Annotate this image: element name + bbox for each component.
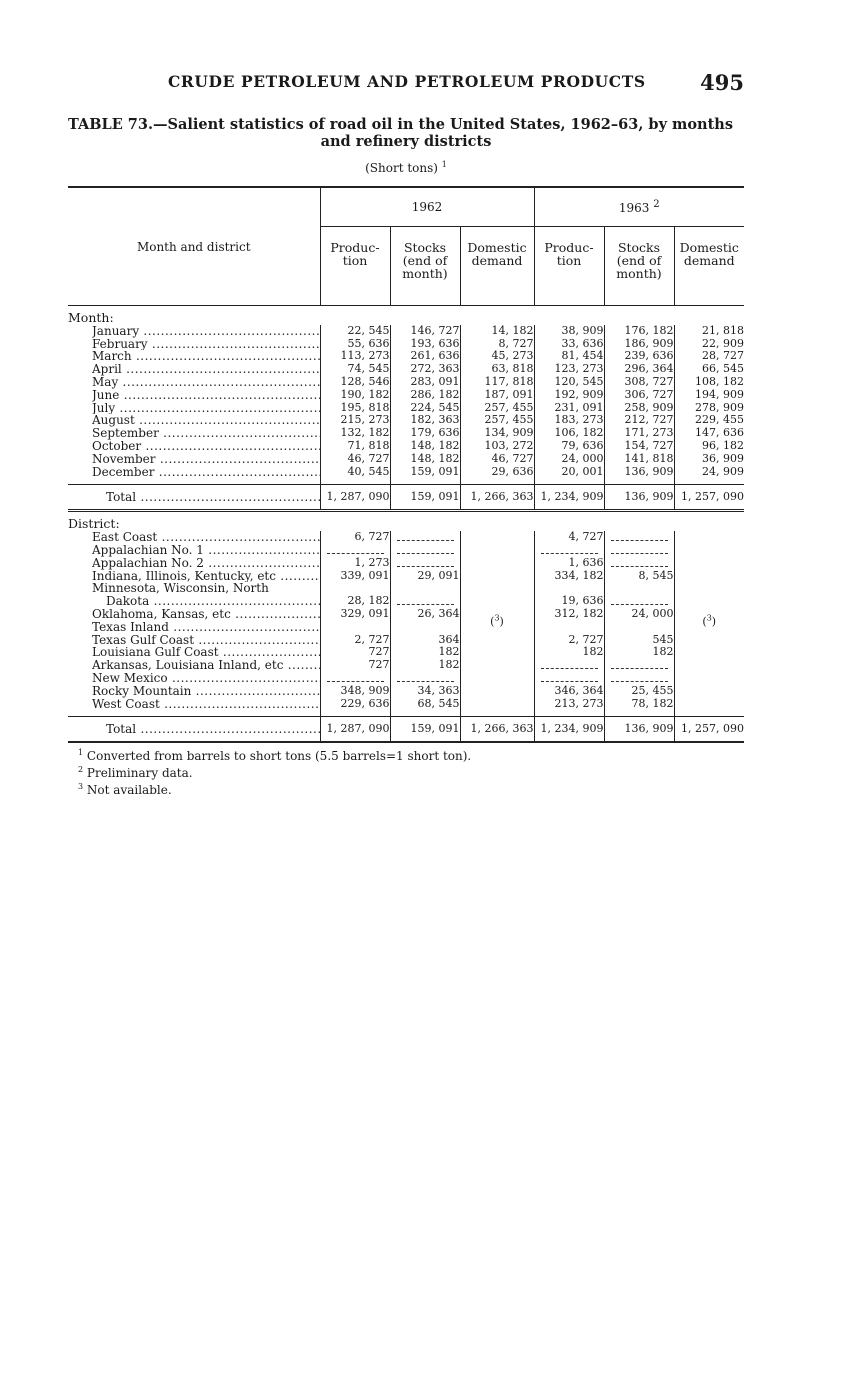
table-cell: 183, 273 (534, 414, 604, 427)
table-cell: 154, 727 (604, 440, 674, 453)
row-label (68, 557, 320, 570)
table-cell: 24, 909 (674, 466, 744, 479)
not-available-mark: ($^3$) (702, 613, 717, 629)
row-label (68, 698, 320, 711)
column-header-line: Produc- (330, 240, 380, 255)
table-cell: 4, 727 (534, 531, 604, 544)
table-cell: 179, 636 (390, 427, 460, 440)
row-label (68, 544, 320, 557)
column-header-line: tion (342, 253, 368, 268)
units-text: (Short tons) (365, 161, 438, 175)
total-cell: 1, 257, 090 (674, 717, 744, 743)
row-label-text: September ..... (92, 427, 320, 440)
table-cell: 21, 818 (674, 325, 744, 338)
table-cell: 182 (534, 646, 604, 659)
row-label (68, 440, 320, 453)
table-title-line-1: TABLE 73.—Salient statistics of road oil in the United States, 1962–63, by months (68, 116, 733, 133)
table-cell: 229, 455 (674, 414, 744, 427)
table-cell: 63, 818 (460, 363, 534, 376)
not-available-1963 (674, 531, 744, 710)
row-label (68, 570, 320, 583)
table-cell: 24, 000 (534, 453, 604, 466)
table-cell: 141, 818 (604, 453, 674, 466)
total-cell: 1, 266, 363 (460, 485, 534, 511)
total-cell: 159, 091 (390, 717, 460, 743)
table-cell (534, 672, 604, 685)
table-cell: 182, 363 (390, 414, 460, 427)
table-cell: 348, 909 (320, 685, 390, 698)
total-cell: 1, 287, 090 (320, 717, 390, 743)
table-cell: 195, 818 (320, 402, 390, 415)
table-cell: 81, 454 (534, 350, 604, 363)
column-header-production-1962 (320, 227, 390, 306)
table-cell: 146, 727 (390, 325, 460, 338)
total-cell: 1, 266, 363 (460, 717, 534, 743)
month-total-row (68, 485, 744, 511)
table-cell (604, 659, 674, 672)
table-cell (390, 672, 460, 685)
table-cell: 346, 364 (534, 685, 604, 698)
row-label-text: May ..... (92, 376, 320, 389)
table-row (68, 659, 744, 672)
table-row (68, 544, 744, 557)
table-cell: 182 (604, 646, 674, 659)
row-label (68, 402, 320, 415)
footnote-text: Not available. (86, 783, 172, 797)
table-title-line-2: and refinery districts (320, 133, 492, 150)
table-cell: 182 (390, 659, 460, 672)
footnotes (78, 746, 471, 797)
row-label-text: Minnesota, Wisconsin, North (92, 582, 269, 596)
table-title (68, 116, 744, 150)
row-label-text: Texas Inland ..... (92, 621, 320, 634)
column-header-line: month) (402, 266, 448, 281)
table-cell (320, 544, 390, 557)
table-cell: 29, 091 (390, 570, 460, 583)
total-cell: 159, 091 (390, 485, 460, 511)
table-cell: 71, 818 (320, 440, 390, 453)
table-cell: 187, 091 (460, 389, 534, 402)
table-cell (390, 621, 460, 634)
row-label (68, 427, 320, 440)
footnote-text: Preliminary data. (86, 766, 193, 780)
table-cell: 22, 545 (320, 325, 390, 338)
row-label (68, 376, 320, 389)
row-label-text: Arkansas, Louisiana Inland, etc ..... (92, 659, 320, 672)
row-label-text: February ..... (92, 338, 320, 351)
total-cell: 1, 287, 090 (320, 485, 390, 511)
column-header-line: Stocks (403, 240, 447, 255)
table-cell: 26, 364 (390, 608, 460, 621)
table-cell: 74, 545 (320, 363, 390, 376)
table-cell: 8, 545 (604, 570, 674, 583)
table-cell (534, 621, 604, 634)
section-month-label: Month: (68, 310, 114, 325)
table-cell: 46, 727 (320, 453, 390, 466)
table-row (68, 557, 744, 570)
table-cell: 22, 909 (674, 338, 744, 351)
total-cell: 1, 234, 909 (534, 485, 604, 511)
table-cell (390, 595, 460, 608)
table-cell (390, 557, 460, 570)
table-cell: 28, 182 (320, 595, 390, 608)
table-cell: 1, 273 (320, 557, 390, 570)
row-label (68, 672, 320, 685)
table-cell: 147, 636 (674, 427, 744, 440)
row-label (68, 325, 320, 338)
row-label (68, 646, 320, 659)
table-cell: 34, 363 (390, 685, 460, 698)
table-row (68, 531, 744, 544)
table-cell: 38, 909 (534, 325, 604, 338)
row-label (68, 582, 320, 595)
column-header-demand-1962 (460, 227, 534, 306)
footnote-mark: 1 (78, 748, 84, 757)
row-label (68, 485, 320, 511)
table-cell: 128, 546 (320, 376, 390, 389)
row-label (68, 608, 320, 621)
table-cell: 283, 091 (390, 376, 460, 389)
row-label-text: January ..... (92, 325, 320, 338)
row-label-text: Appalachian No. 1 ..... (92, 544, 320, 557)
column-header-line: (end of (616, 253, 662, 268)
year-1962-header: 1962 (320, 188, 534, 227)
table-cell: 257, 455 (460, 414, 534, 427)
row-label (68, 685, 320, 698)
table-row (68, 570, 744, 583)
table-row (68, 582, 744, 595)
table-cell: 286, 182 (390, 389, 460, 402)
month-rows (68, 325, 744, 479)
column-header-line: demand (683, 253, 735, 268)
table-row (68, 466, 744, 479)
row-label-text: December ..... (92, 466, 320, 479)
row-label-text: Oklahoma, Kansas, etc ..... (92, 608, 320, 621)
total-cell: 136, 909 (604, 485, 674, 511)
table-cell: 132, 182 (320, 427, 390, 440)
footnote-1 (78, 746, 471, 763)
footnote-mark: 3 (78, 782, 84, 791)
table-cell (534, 659, 604, 672)
footnote-text: Converted from barrels to short tons (5.5 barrels=1 short ton). (86, 749, 472, 763)
table-cell: 239, 636 (604, 350, 674, 363)
table-row (68, 634, 744, 647)
column-header-line: Stocks (617, 240, 661, 255)
table-row (68, 621, 744, 634)
row-label-text: March ..... (92, 350, 320, 363)
table-row (68, 685, 744, 698)
table-cell: 171, 273 (604, 427, 674, 440)
table-cell: 36, 909 (674, 453, 744, 466)
table-cell (390, 582, 460, 595)
row-label (68, 453, 320, 466)
table-cell: 55, 636 (320, 338, 390, 351)
table-cell (604, 544, 674, 557)
table-cell: 103, 272 (460, 440, 534, 453)
table-cell: 24, 000 (604, 608, 674, 621)
row-label-text: Dakota ..... (106, 595, 320, 608)
table-cell: 25, 455 (604, 685, 674, 698)
row-label (68, 363, 320, 376)
section-district-label: District: (68, 516, 120, 532)
table-cell: 2, 727 (534, 634, 604, 647)
row-label (68, 595, 320, 608)
footnote-3 (78, 780, 471, 797)
row-label-text: August ..... (92, 414, 320, 427)
table-cell: 258, 909 (604, 402, 674, 415)
not-available-1962 (460, 531, 534, 710)
table-cell: 192, 909 (534, 389, 604, 402)
row-label-text: Rocky Mountain ..... (92, 685, 320, 698)
table-row (68, 325, 744, 338)
row-label (68, 531, 320, 544)
table-cell (320, 672, 390, 685)
table-row (68, 376, 744, 389)
column-header-line: Domestic (467, 240, 527, 255)
table-units (68, 160, 744, 175)
footnote-2 (78, 763, 471, 780)
table-cell: 212, 727 (604, 414, 674, 427)
not-available-mark: ($^3$) (490, 613, 504, 629)
table-row (68, 440, 744, 453)
table-cell: 278, 909 (674, 402, 744, 415)
row-label-text: Texas Gulf Coast ..... (92, 634, 320, 647)
table-row (68, 595, 744, 608)
table-cell: 106, 182 (534, 427, 604, 440)
table-cell: 2, 727 (320, 634, 390, 647)
table-cell: 272, 363 (390, 363, 460, 376)
table-cell: 1, 636 (534, 557, 604, 570)
table-cell: 45, 273 (460, 350, 534, 363)
row-label-text: Appalachian No. 2 ..... (92, 557, 320, 570)
table-cell: 6, 727 (320, 531, 390, 544)
table-cell: 29, 636 (460, 466, 534, 479)
table-cell (390, 544, 460, 557)
row-label (68, 717, 320, 743)
column-header-line: Domestic (679, 240, 739, 255)
row-label (68, 621, 320, 634)
table-cell: 334, 182 (534, 570, 604, 583)
row-label-text: April ..... (92, 363, 320, 376)
table-cell (604, 582, 674, 595)
row-label-text: October ..... (92, 440, 320, 453)
table-cell: 96, 182 (674, 440, 744, 453)
table-cell: 20, 001 (534, 466, 604, 479)
column-header-line: month) (616, 266, 662, 281)
table-cell: 186, 909 (604, 338, 674, 351)
table-cell: 78, 182 (604, 698, 674, 711)
table-cell: 108, 182 (674, 376, 744, 389)
total-cell: 136, 909 (604, 717, 674, 743)
table-cell: 224, 545 (390, 402, 460, 415)
row-label-text: New Mexico ..... (92, 672, 320, 685)
footnote-mark: 2 (78, 765, 84, 774)
table-cell: 727 (320, 646, 390, 659)
table-cell (604, 595, 674, 608)
table-cell: 339, 091 (320, 570, 390, 583)
table-cell: 306, 727 (604, 389, 674, 402)
table-cell: 148, 182 (390, 453, 460, 466)
column-header-line: Produc- (544, 240, 594, 255)
table-cell: 213, 273 (534, 698, 604, 711)
table-cell: 308, 727 (604, 376, 674, 389)
table-cell: 190, 182 (320, 389, 390, 402)
table-cell: 33, 636 (534, 338, 604, 351)
row-label (68, 338, 320, 351)
table-cell (320, 621, 390, 634)
table-cell: 312, 182 (534, 608, 604, 621)
column-header-demand-1963 (674, 227, 744, 306)
table-cell (604, 672, 674, 685)
row-label (68, 389, 320, 402)
row-label (68, 414, 320, 427)
table-cell: 159, 091 (390, 466, 460, 479)
table-cell: 120, 545 (534, 376, 604, 389)
district-total-row (68, 717, 744, 743)
units-footnote-mark: 1 (441, 160, 447, 169)
table-cell: 66, 545 (674, 363, 744, 376)
table-cell: 117, 818 (460, 376, 534, 389)
total-cell: 1, 257, 090 (674, 485, 744, 511)
table-cell: 193, 636 (390, 338, 460, 351)
column-header-stocks-1963 (604, 227, 674, 306)
table-cell: 194, 909 (674, 389, 744, 402)
table-cell: 19, 636 (534, 595, 604, 608)
table-cell: 257, 455 (460, 402, 534, 415)
row-label-text: July ..... (92, 402, 320, 415)
column-header-line: (end of (402, 253, 448, 268)
table-cell (534, 544, 604, 557)
table-cell: 14, 182 (460, 325, 534, 338)
table-cell: 176, 182 (604, 325, 674, 338)
table-cell: 261, 636 (390, 350, 460, 363)
table-cell: 134, 909 (460, 427, 534, 440)
table-cell: 136, 909 (604, 466, 674, 479)
row-label-text: Indiana, Illinois, Kentucky, etc ..... (92, 570, 320, 583)
column-header-line: tion (556, 253, 582, 268)
column-header-production-1963 (534, 227, 604, 306)
table-cell: 231, 091 (534, 402, 604, 415)
row-label (68, 350, 320, 363)
table-row (68, 698, 744, 711)
table-cell: 727 (320, 659, 390, 672)
table-cell: 215, 273 (320, 414, 390, 427)
table-cell: 8, 727 (460, 338, 534, 351)
district-rows (68, 531, 744, 710)
table-cell: 148, 182 (390, 440, 460, 453)
table-cell: 364 (390, 634, 460, 647)
row-label (68, 466, 320, 479)
row-label-text: West Coast ..... (92, 698, 320, 711)
table-cell (604, 557, 674, 570)
table-row (68, 453, 744, 466)
table-cell (390, 531, 460, 544)
table-cell: 123, 273 (534, 363, 604, 376)
road-oil-statistics-table (68, 186, 744, 743)
table-cell: 68, 545 (390, 698, 460, 711)
total-cell: 1, 234, 909 (534, 717, 604, 743)
table-row (68, 646, 744, 659)
year-1963-header: 1963 $^2$ (534, 188, 744, 227)
row-label-text: East Coast ..... (92, 531, 320, 544)
table-cell: 79, 636 (534, 440, 604, 453)
table-cell: 113, 273 (320, 350, 390, 363)
table-cell (604, 531, 674, 544)
row-label-text: June ..... (92, 389, 320, 402)
page-number: 495 (700, 70, 744, 95)
row-label (68, 634, 320, 647)
table-cell: 28, 727 (674, 350, 744, 363)
row-label-text: Total ..... (106, 491, 320, 504)
page-header (68, 70, 744, 100)
table-cell: 329, 091 (320, 608, 390, 621)
table-cell: 40, 545 (320, 466, 390, 479)
table-cell: 46, 727 (460, 453, 534, 466)
table-cell: 545 (604, 634, 674, 647)
row-label (68, 659, 320, 672)
table-cell: 229, 636 (320, 698, 390, 711)
table-cell (604, 621, 674, 634)
table-cell: 182 (390, 646, 460, 659)
column-header-stocks-1962 (390, 227, 460, 306)
table-row (68, 608, 744, 621)
table-cell: 296, 364 (604, 363, 674, 376)
row-label-text: November ..... (92, 453, 320, 466)
row-label-text: Louisiana Gulf Coast ..... (92, 646, 320, 659)
stub-header: Month and district (68, 188, 320, 306)
row-label-text: Total ..... (106, 723, 320, 736)
column-header-line: demand (471, 253, 523, 268)
table-row (68, 389, 744, 402)
table-row (68, 672, 744, 685)
running-title: CRUDE PETROLEUM AND PETROLEUM PRODUCTS (168, 72, 646, 91)
